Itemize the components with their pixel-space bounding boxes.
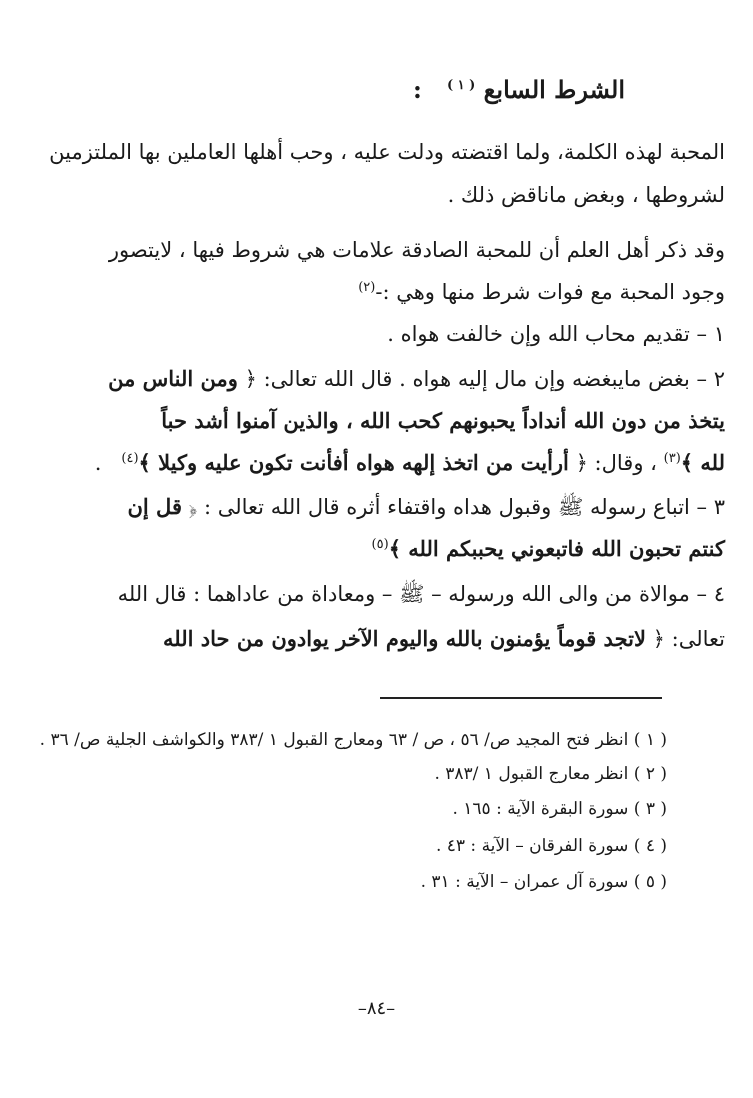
item3-quran-quote-part1: قل إن [127,494,182,519]
item3-footnote-ref-5: (٥) [371,537,389,552]
heading-title: الشرط السابع [483,75,625,104]
item2-line1-plain: ٢ – بغض مايبغضه وإن مال إليه هواه . قال الله تعالى: ﴿ [244,367,725,391]
item4-quran-quote: لاتجد قوماً يؤمنون بالله واليوم الآخر يوادون من حاد الله [163,626,646,651]
item2-quran-quote-part2: يتخذ من دون الله أنداداً يحبونهم كحب الله ، والذين آمنوا أشد حباً [161,408,725,433]
item4-line2-plain: تعالى: ﴿ [652,627,725,651]
footnote-2: ( ٢ ) انظر معارج القبول ١ /٣٨٣ . [434,764,667,784]
paragraph1-line1: المحبة لهذه الكلمة، ولما اقتضته ودلت عليه ، وحب أهلها العاملين بها الملتزمين [49,140,725,164]
item2-quran-quote-part1: ومن الناس من [108,366,238,391]
item2-footnote-ref-3: (٣) [663,451,681,466]
item1-text: ١ – تقديم محاب الله وإن خالفت هواه . [387,322,725,346]
item2-second-quote: أرأيت من اتخذ إلهه هواه أفأنت تكون عليه وكيلا ﴾ [138,450,569,475]
item3-line2 [372,538,725,560]
footnote-separator [380,697,662,699]
item2-footnote-ref-4: (٤) [121,451,139,466]
item2-line1 [108,368,725,390]
paragraph1-line2: لشروطها ، وبغض ماناقض ذلك . [447,183,725,207]
page-number: –٨٤– [357,998,396,1019]
footnote-4: ( ٤ ) سورة الفرقان – الآية : ٤٣ . [435,836,667,856]
paragraph2-line2 [358,281,725,303]
paragraph2-line2-text: وجود المحبة مع فوات شرط منها وهي :- [375,280,725,304]
item4-line1: ٤ – موالاة من والى الله ورسوله – ﷺ – ومعاداة من عاداهما : قال الله [117,582,725,606]
footnote-5: ( ٥ ) سورة آل عمران – الآية : ٣١ . [420,872,667,892]
heading-colon: : [413,75,422,104]
footnote-3: ( ٣ ) سورة البقرة الآية : ١٦٥ . [452,799,667,819]
item2-line3 [95,452,725,474]
footnote-1: ( ١ ) انظر فتح المجيد ص/ ٥٦ ، ص / ٦٣ ومعارج القبول ١ /٣٨٣ والكواشف الجلية ص/ ٣٦ . [39,730,667,750]
section-heading [413,75,625,104]
item2-line3-end: . [94,451,102,475]
item2-quote-end: لله ﴾ [680,450,725,475]
item3-quran-quote-part2: كنتم تحبون الله فاتبعوني يحببكم الله ﴾ [388,536,725,561]
item2-line3-plain: ، وقال: ﴿ [575,451,657,475]
item3-line1-plain: ٣ – اتباع رسوله ﷺ وقبول هداه واقتفاء أثره قال الله تعالى : ﴿ [188,495,725,519]
paragraph2-line1: وقد ذكر أهل العلم أن للمحبة الصادقة علامات هي شروط فيها ، لايتصور [108,238,725,262]
item4-line2 [163,628,725,650]
heading-footnote-ref: ( ١ ) [446,78,476,93]
item3-line1 [127,496,725,518]
paragraph2-footnote-ref: (٢) [358,280,376,295]
